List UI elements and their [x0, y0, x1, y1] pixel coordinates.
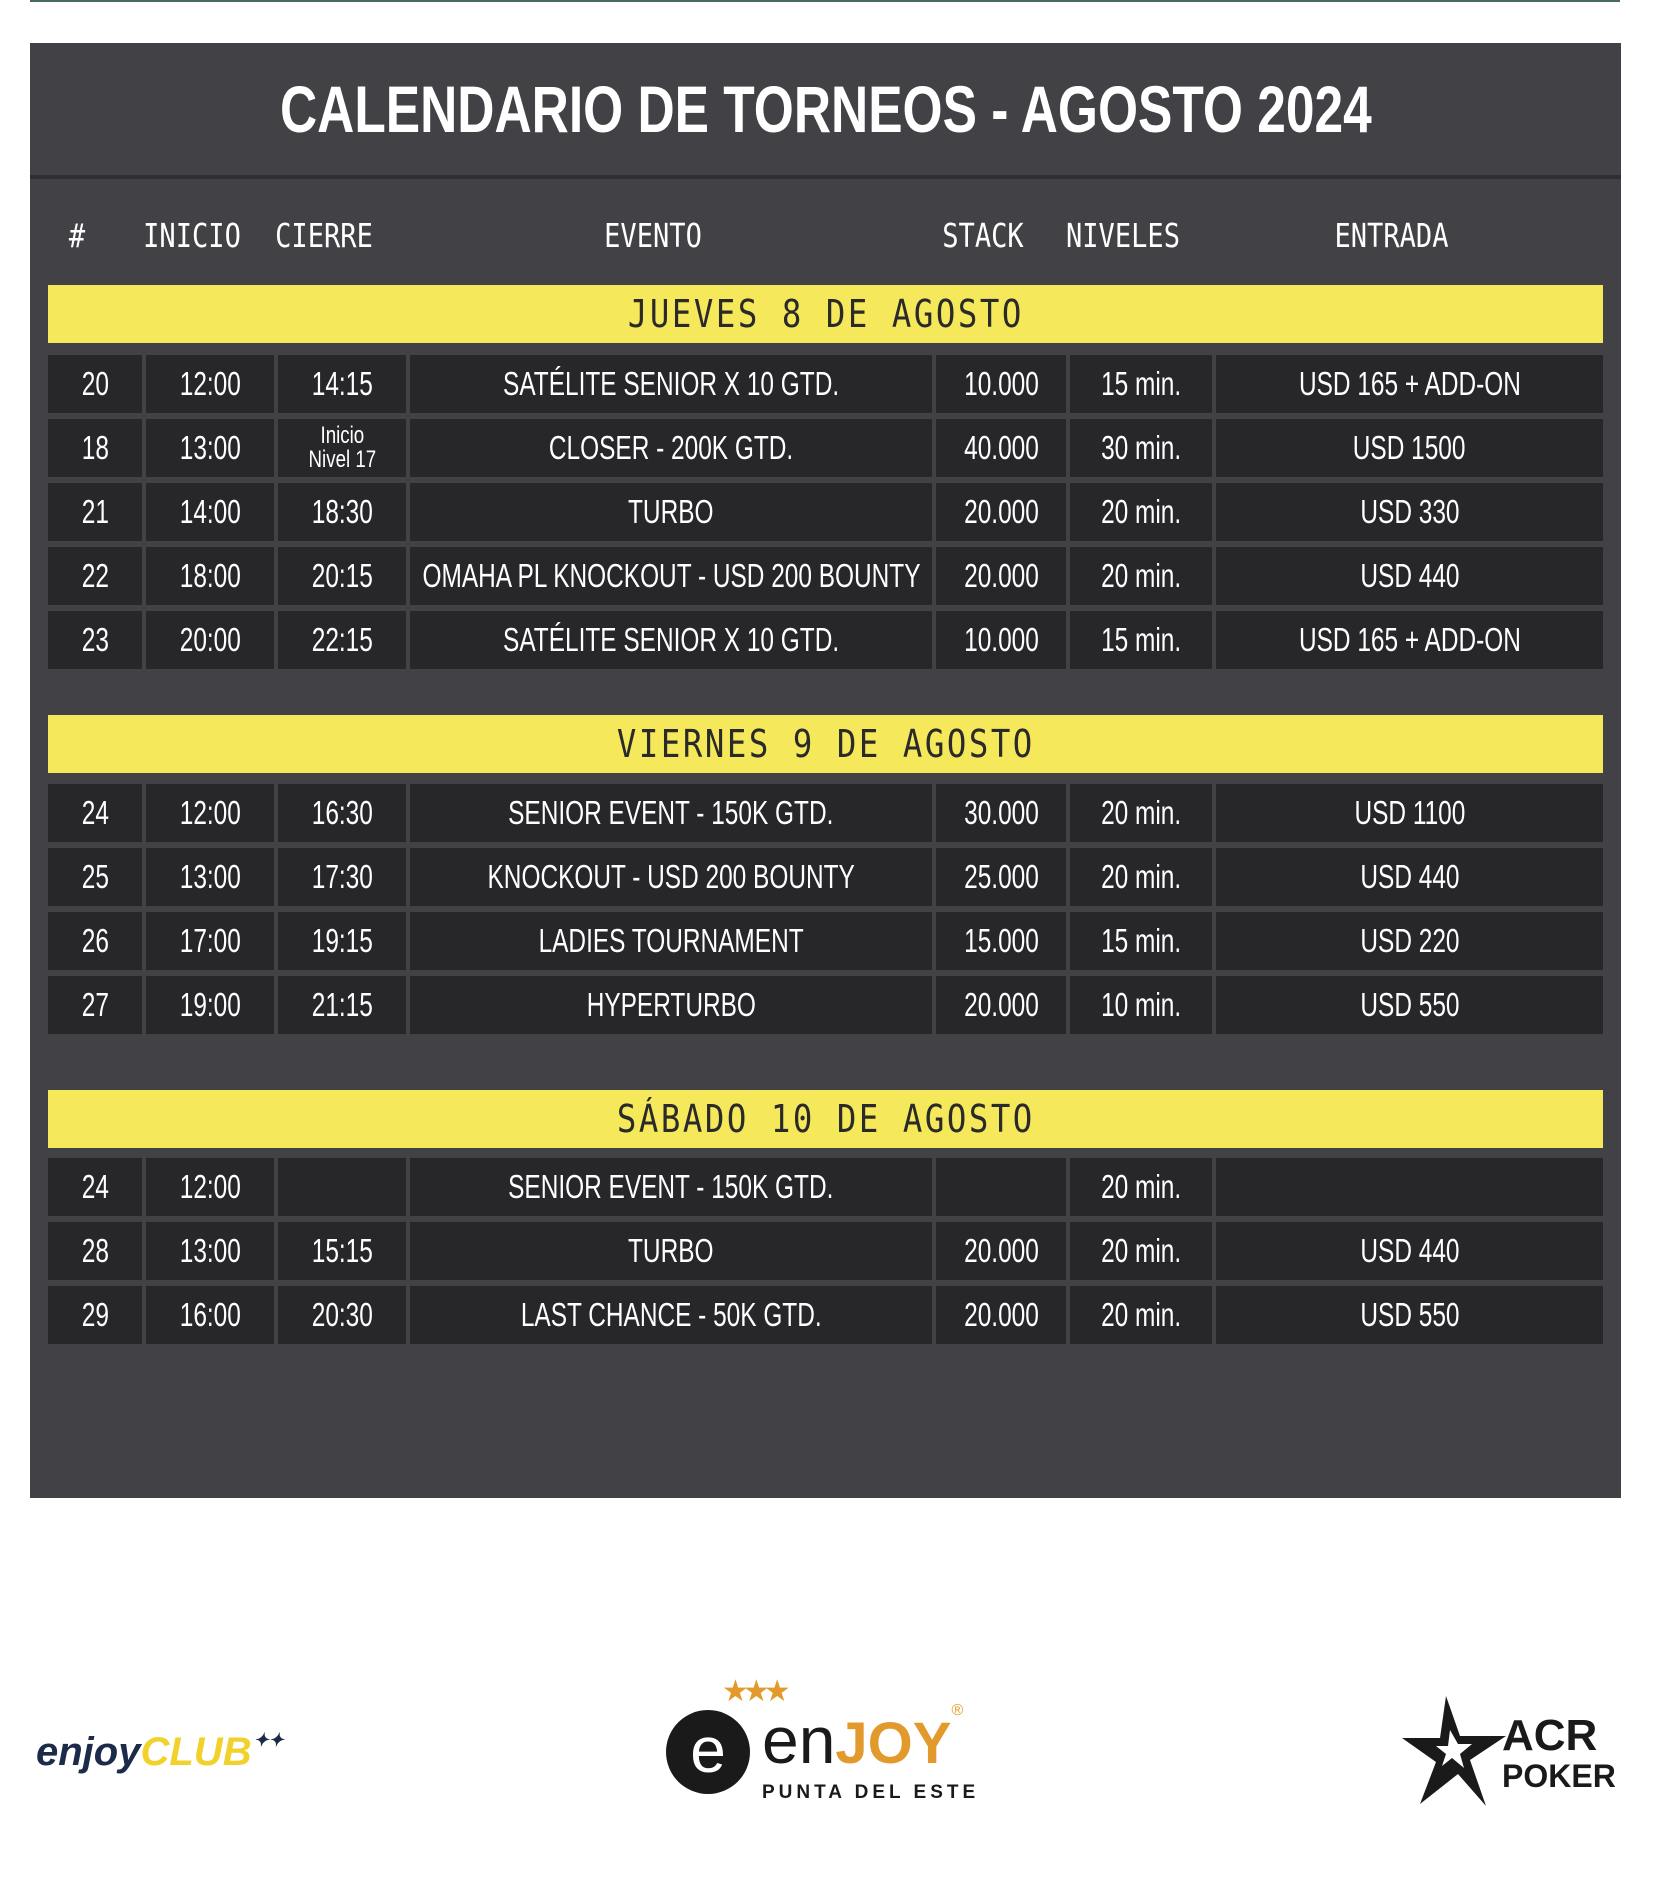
- enjoy-club-logo: enjoy CLUB ✦✦: [36, 1730, 284, 1774]
- title-bar: [30, 43, 1621, 179]
- cell-entrada: USD 440: [1216, 547, 1603, 605]
- cell-evento: LAST CHANCE - 50K GTD.: [410, 1286, 932, 1344]
- column-header-inicio: INICIO: [143, 215, 241, 255]
- cell-inicio: 20:00: [146, 611, 274, 669]
- cell-evento: TURBO: [410, 483, 932, 541]
- cell-num: 27: [48, 976, 142, 1034]
- cell-stack: [936, 1158, 1066, 1216]
- cell-niveles: 10 min.: [1070, 976, 1212, 1034]
- cell-num: 22: [48, 547, 142, 605]
- cell-num: 21: [48, 483, 142, 541]
- table-row: [48, 355, 1603, 413]
- table-row: [48, 1222, 1603, 1280]
- cell-niveles: 30 min.: [1070, 419, 1212, 477]
- cell-entrada: USD 440: [1216, 1222, 1603, 1280]
- cell-evento: SENIOR EVENT - 150K GTD.: [410, 784, 932, 842]
- cell-cierre: 17:30: [278, 848, 406, 906]
- cell-cierre: 15:15: [278, 1222, 406, 1280]
- cell-niveles: 20 min.: [1070, 1222, 1212, 1280]
- cell-inicio: 14:00: [146, 483, 274, 541]
- cell-inicio: 19:00: [146, 976, 274, 1034]
- cell-niveles: 20 min.: [1070, 784, 1212, 842]
- cell-cierre: 20:15: [278, 547, 406, 605]
- cell-num: 25: [48, 848, 142, 906]
- cell-stack: 10.000: [936, 611, 1066, 669]
- cell-evento: SENIOR EVENT - 150K GTD.: [410, 1158, 932, 1216]
- cell-stack: 40.000: [936, 419, 1066, 477]
- cell-cierre: 14:15: [278, 355, 406, 413]
- cell-inicio: 12:00: [146, 355, 274, 413]
- star-icon: [1400, 1696, 1510, 1808]
- cell-inicio: 18:00: [146, 547, 274, 605]
- cell-inicio: 13:00: [146, 848, 274, 906]
- column-header-niveles: NIVELES: [1065, 215, 1181, 255]
- cell-cierre: 19:15: [278, 912, 406, 970]
- cell-num: 26: [48, 912, 142, 970]
- cell-entrada: USD 550: [1216, 976, 1603, 1034]
- cell-evento: HYPERTURBO: [410, 976, 932, 1034]
- cell-entrada: USD 550: [1216, 1286, 1603, 1344]
- enjoy-punta-del-este-logo: ★★★ e enJOY® PUNTA DEL ESTE: [666, 1674, 986, 1804]
- cell-niveles: 20 min.: [1070, 1286, 1212, 1344]
- column-header-entrada: ENTRADA: [1334, 215, 1449, 255]
- day-header: [48, 1090, 1603, 1148]
- table-row: [48, 912, 1603, 970]
- day-header: [48, 285, 1603, 343]
- cell-niveles: 20 min.: [1070, 547, 1212, 605]
- cell-inicio: 16:00: [146, 1286, 274, 1344]
- footer-logos: [0, 1660, 1654, 1820]
- stars-icon: ✦✦: [253, 1730, 284, 1750]
- cell-stack: 10.000: [936, 355, 1066, 413]
- table-row: [48, 611, 1603, 669]
- cell-evento: CLOSER - 200K GTD.: [410, 419, 932, 477]
- cell-niveles: 20 min.: [1070, 848, 1212, 906]
- column-header-num: #: [68, 215, 86, 255]
- cell-entrada: USD 330: [1216, 483, 1603, 541]
- cell-evento: KNOCKOUT - USD 200 BOUNTY: [410, 848, 932, 906]
- cell-evento: SATÉLITE SENIOR X 10 GTD.: [410, 611, 932, 669]
- cell-num: 24: [48, 1158, 142, 1216]
- cell-num: 23: [48, 611, 142, 669]
- schedule-panel: [30, 43, 1621, 1498]
- table-row: [48, 547, 1603, 605]
- cell-entrada: USD 440: [1216, 848, 1603, 906]
- cell-stack: 20.000: [936, 976, 1066, 1034]
- cell-stack: 20.000: [936, 1286, 1066, 1344]
- enjoy-e-icon: e: [666, 1710, 750, 1794]
- cell-inicio: 12:00: [146, 1158, 274, 1216]
- cell-entrada: [1216, 1158, 1603, 1216]
- cell-niveles: 15 min.: [1070, 611, 1212, 669]
- cell-num: 29: [48, 1286, 142, 1344]
- table-row: [48, 784, 1603, 842]
- cell-cierre: Inicio Nivel 17: [278, 419, 406, 477]
- cell-num: 20: [48, 355, 142, 413]
- cell-num: 28: [48, 1222, 142, 1280]
- cell-inicio: 12:00: [146, 784, 274, 842]
- cell-inicio: 17:00: [146, 912, 274, 970]
- cell-inicio: 13:00: [146, 1222, 274, 1280]
- cell-niveles: 15 min.: [1070, 355, 1212, 413]
- table-row: [48, 419, 1603, 477]
- acr-poker-logo: ACR POKER: [1400, 1696, 1620, 1816]
- cell-stack: 15.000: [936, 912, 1066, 970]
- cell-evento: LADIES TOURNAMENT: [410, 912, 932, 970]
- cell-stack: 25.000: [936, 848, 1066, 906]
- cell-cierre: 18:30: [278, 483, 406, 541]
- cell-entrada: USD 165 + ADD-ON: [1216, 355, 1603, 413]
- top-rule: [30, 0, 1620, 2]
- table-row: [48, 1158, 1603, 1216]
- cell-num: 18: [48, 419, 142, 477]
- cell-niveles: 15 min.: [1070, 912, 1212, 970]
- table-row: [48, 976, 1603, 1034]
- day-header-label: VIERNES 9 DE AGOSTO: [616, 722, 1035, 766]
- day-header: [48, 715, 1603, 773]
- cell-stack: 20.000: [936, 547, 1066, 605]
- column-header-row: [30, 205, 1621, 265]
- cell-cierre: 20:30: [278, 1286, 406, 1344]
- cell-cierre: 21:15: [278, 976, 406, 1034]
- cell-num: 24: [48, 784, 142, 842]
- cell-stack: 20.000: [936, 483, 1066, 541]
- cell-inicio: 13:00: [146, 419, 274, 477]
- day-header-label: SÁBADO 10 DE AGOSTO: [616, 1097, 1035, 1141]
- cell-entrada: USD 165 + ADD-ON: [1216, 611, 1603, 669]
- stars-icon: ★★★: [722, 1675, 785, 1708]
- cell-niveles: 20 min.: [1070, 1158, 1212, 1216]
- column-header-evento: EVENTO: [604, 215, 702, 255]
- day-header-label: JUEVES 8 DE AGOSTO: [627, 292, 1024, 336]
- column-header-cierre: CIERRE: [275, 215, 373, 255]
- column-header-stack: STACK: [942, 215, 1024, 255]
- page-title: CALENDARIO DE TORNEOS - AGOSTO 2024: [279, 72, 1372, 146]
- cell-evento: OMAHA PL KNOCKOUT - USD 200 BOUNTY: [410, 547, 932, 605]
- cell-entrada: USD 220: [1216, 912, 1603, 970]
- cell-cierre: 16:30: [278, 784, 406, 842]
- table-row: [48, 483, 1603, 541]
- cell-evento: SATÉLITE SENIOR X 10 GTD.: [410, 355, 932, 413]
- cell-entrada: USD 1500: [1216, 419, 1603, 477]
- cell-evento: TURBO: [410, 1222, 932, 1280]
- cell-niveles: 20 min.: [1070, 483, 1212, 541]
- table-row: [48, 848, 1603, 906]
- cell-entrada: USD 1100: [1216, 784, 1603, 842]
- table-row: [48, 1286, 1603, 1344]
- cell-stack: 30.000: [936, 784, 1066, 842]
- registered-icon: ®: [951, 1702, 964, 1719]
- cell-cierre: 22:15: [278, 611, 406, 669]
- cell-cierre: [278, 1158, 406, 1216]
- cell-stack: 20.000: [936, 1222, 1066, 1280]
